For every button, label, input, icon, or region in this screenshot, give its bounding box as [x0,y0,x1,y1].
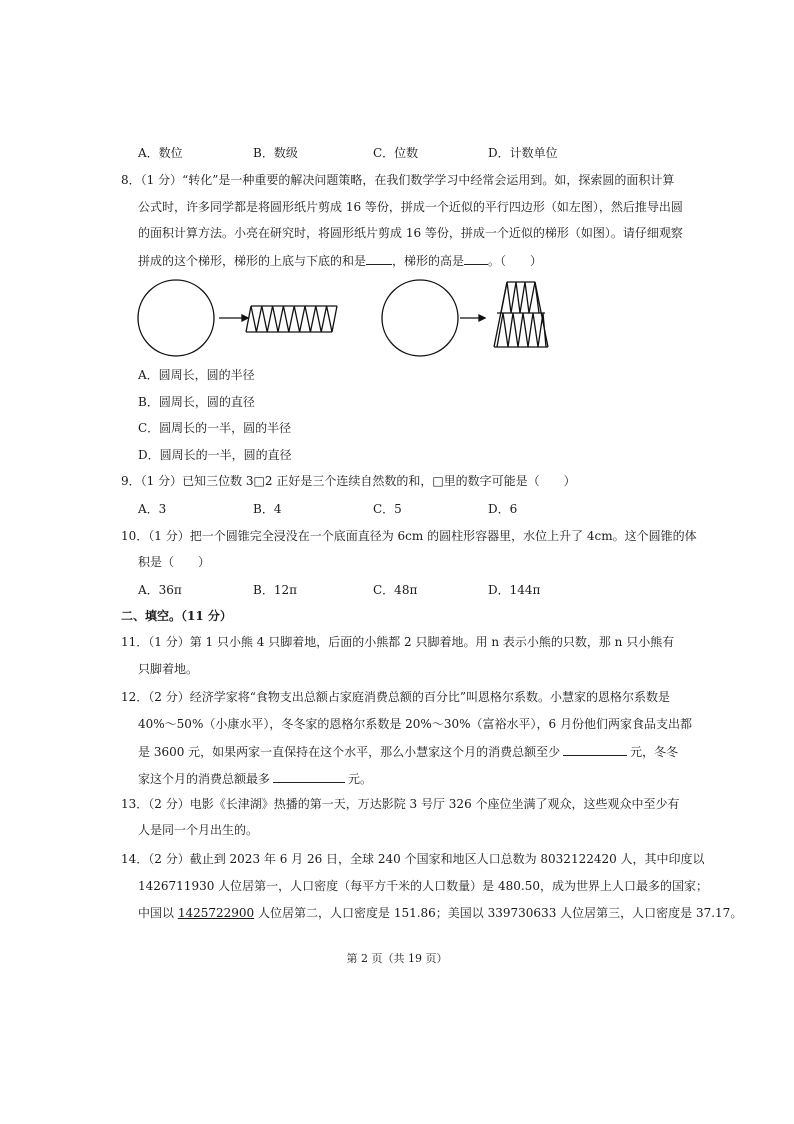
q14-line-1: 14．（2 分）截止到 2023 年 6 月 26 日，全球 240 个国家和地区人口总数为 8032122420 人，其中印度以 [121,852,705,866]
q8-line-4 [138,252,542,269]
q7-option-d: D．计数单位 [488,146,558,160]
q10-line-1: 10．（1 分）把一个圆锥完全浸没在一个底面直径为 6cm 的圆柱形容器里，水位上升了 4cm。这个圆锥的体 [121,529,697,543]
parallelogram-shape [246,306,337,332]
q8-option-d: D．圆周长的一半，圆的直径 [138,448,292,462]
section-2-title: 二、填空。（11 分） [121,609,232,623]
q10-option-b: B．12π [253,583,297,597]
q14-china-population: 1425722900 [177,906,255,920]
q8-figure [130,270,550,370]
q12-blank-2 [273,770,345,783]
q12-line-3 [138,743,678,760]
circle-right-icon [382,280,458,356]
q8-line-2: 公式时，许多同学都是将圆形纸片剪成 16 等份，拼成一个近似的平行四边形（如左图），然后推导出圆 [138,200,683,214]
q12-line-4 [138,770,372,787]
q8-line-1: 8．（1 分）“转化”是一种重要的解决问题策略，在我们数学学习中经常会运用到。如，探索圆的面积计算 [121,173,675,187]
q12-blank-1 [563,743,627,756]
trapezoid-shape [494,282,548,347]
q9-option-d: D．6 [488,502,518,516]
q8-line-4-b: ，梯形的高是 [392,254,465,268]
q9-option-a: A．3 [138,502,167,516]
q8-option-a: A．圆周长，圆的半径 [138,368,255,382]
q8-line-4-a: 拼成的这个梯形，梯形的上底与下底的和是 [138,254,367,268]
q9-option-c: C．5 [373,502,402,516]
q14-line-2: 1426711930 人位居第一，人口密度（每平方千米的人口数量）是 480.50，成为世界上人口最多的国家； [138,879,708,893]
circle-left-icon [138,280,214,356]
q8-blank-2 [464,252,488,265]
q10-option-c: C．48π [373,583,418,597]
q8-line-4-c: 。（ ） [488,254,543,268]
q10-option-d: D．144π [488,583,541,597]
q9-question: 9．（1 分）已知三位数 3□2 正好是三个连续自然数的和，□里的数字可能是（ ） [121,474,576,488]
q10-option-a: A．36π [138,583,182,597]
q8-line-3: 的面积计算方法。小亮在研究时，将圆形纸片剪成 16 等份，拼成一个近似的梯形（如图）。请仔细观察 [138,226,683,240]
q8-option-b: B．圆周长，圆的直径 [138,395,255,409]
arrow-left-head [242,315,248,321]
q8-option-c: C．圆周长的一半，圆的半径 [138,421,292,435]
q9-option-b: B．4 [253,502,282,516]
q12-line-4-a: 家这个月的消费总额最多 [138,772,271,786]
q7-option-b: B．数级 [253,146,298,160]
arrow-right-head [479,315,485,321]
q14-line-3-a: 中国以 [138,906,178,920]
q14-line-3 [138,905,742,921]
q7-option-a: A．数位 [138,146,183,160]
q8-blank-1 [366,252,392,265]
q12-line-3-a: 是 3600 元，如果两家一直保持在这个水平，那么小慧家这个月的消费总额至少 [138,745,561,759]
q13-line-1: 13．（2 分）电影《长津湖》热播的第一天，万达影院 3 号厅 326 个座位坐满了观众，这些观众中至少有 [121,797,680,811]
q7-option-c: C．位数 [373,146,419,160]
q11-line-1: 11．（1 分）第 1 只小熊 4 只脚着地，后面的小熊都 2 只脚着地。用 n 表示小熊的只数，那 n 只小熊有 [121,635,675,649]
q12-line-1: 12．（2 分）经济学家将“食物支出总额占家庭消费总额的百分比”叫恩格尔系数。小慧家的恩格尔系数是 [121,690,670,704]
q11-line-2: 只脚着地。 [138,662,199,676]
q10-line-2: 积是（ ） [138,555,211,569]
q12-line-4-b: 元。 [348,772,373,786]
q12-line-2: 40%～50%（小康水平），冬冬家的恩格尔系数是 20%～30%（富裕水平），6 月份他们两家食品支出都 [138,717,692,731]
page-footer: 第 2 页（共 19 页） [346,952,448,965]
q12-line-3-b: 元，冬冬 [630,745,679,759]
q14-line-3-b: 人位居第二，人口密度是 151.86；美国以 339730633 人位居第三，人口密度是 37.17。 [254,906,743,920]
q13-line-2: 人是同一个月出生的。 [138,823,259,837]
